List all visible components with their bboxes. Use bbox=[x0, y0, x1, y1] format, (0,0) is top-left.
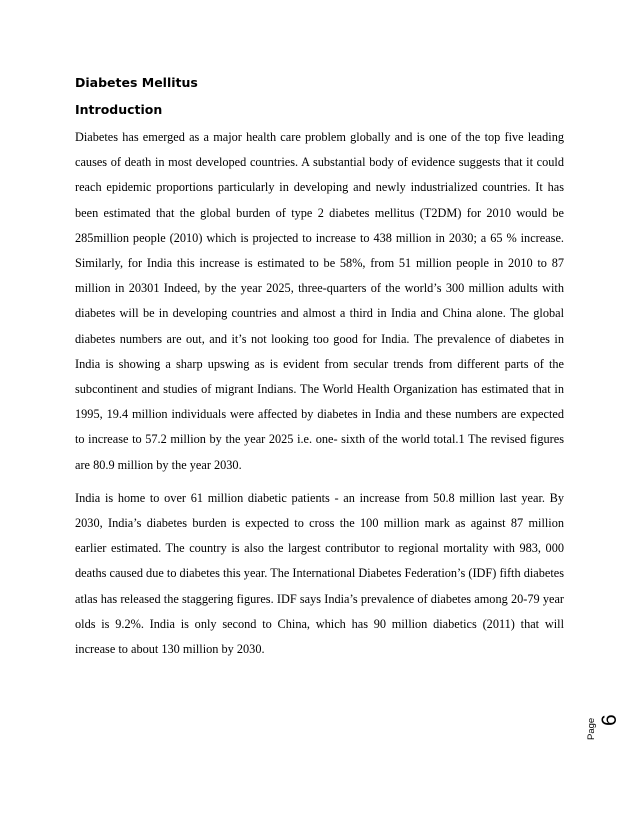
page-label: Page bbox=[586, 717, 597, 740]
document-title: Diabetes Mellitus bbox=[75, 75, 198, 90]
paragraph-2: India is home to over 61 million diabetic patients - an increase from 50.8 million last year. By 2030, India’s diabetes burden is expected to cross the 100 million mark as against 87 million earlier estimated. The country is also the largest contributor to regional mortality with 983, 000 deaths caused due to diabetes this year. The International Diabetes Federation’s (IDF) fifth diabetes atlas has released the staggering figures. IDF says India’s prevalence of diabetes among 20-79 year olds is 9.2%. India is only second to China, which has 90 million diabetics (2011) that will increase to about 130 million by 2030. bbox=[75, 490, 564, 657]
document-body bbox=[75, 74, 564, 662]
section-heading: Introduction bbox=[75, 102, 163, 117]
page-number: 6 bbox=[598, 714, 621, 726]
paragraph-1: Diabetes has emerged as a major health care problem globally and is one of the top five leading causes of death in most developed countries. A substantial body of evidence suggests that it could reach epidemic proportions particularly in developing and newly industrialized countries. It has been estimated that the global burden of type 2 diabetes mellitus (T2DM) for 2010 would be 285million people (2010) which is projected to increase to 438 million in 2030; a 65 % increase. Similarly, for India this increase is estimated to be 58%, from 51 million people in 2010 to 87 million in 20301 Indeed, by the year 2025, three-quarters of the world’s 300 million adults with diabetes will be in developing countries and almost a third in India and China alone. The global diabetes numbers are out, and it’s not looking too good for India. The prevalence of diabetes in India is showing a sharp upswing as is evident from secular trends from different parts of the subcontinent and studies of migrant Indians. The World Health Organization has estimated that in 1995, 19.4 million individuals were affected by diabetes in India and these numbers are expected to increase to 57.2 million by the year 2025 i.e. one- sixth of the world total.1 The revised figures are 80.9 million by the year 2030. bbox=[75, 130, 564, 472]
page-number-block bbox=[583, 706, 623, 746]
